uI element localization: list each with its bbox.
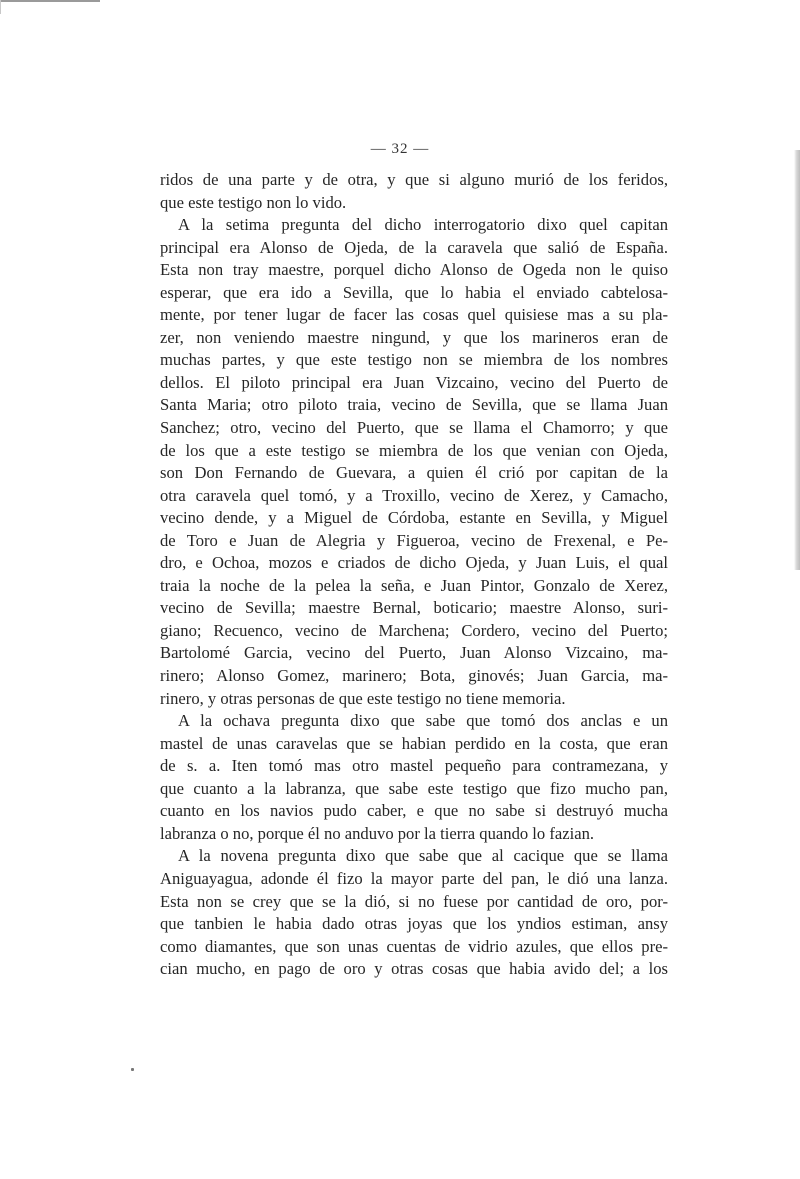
paragraph	[160, 845, 668, 980]
text-line: zer, non veniendo maestre ningund, y que los marineros eran de	[160, 327, 668, 347]
text-line: que este testigo non lo vido.	[160, 192, 347, 212]
text-line: Esta non se crey que se la dió, si no fuese por cantidad de oro, por-	[160, 891, 668, 911]
paragraph	[160, 169, 668, 214]
scan-edge-right	[794, 150, 800, 570]
body-text	[160, 169, 668, 981]
text-line: de los que a este testigo se miembra de los que venian con Ojeda,	[160, 440, 668, 460]
text-line: vecino de Sevilla; maestre Bernal, boticario; maestre Alonso, suri-	[160, 598, 668, 618]
text-line: de Toro e Juan de Alegria y Figueroa, vecino de Frexenal, e Pe-	[160, 530, 668, 550]
text-line: ridos de una parte y de otra, y que si alguno murió de los feridos,	[160, 170, 668, 189]
text-line: Santa Maria; otro piloto traia, vecino de Sevilla, que se llama Juan	[160, 395, 668, 415]
text-line: labranza o no, porque él no anduvo por la tierra quando lo fazian.	[160, 823, 595, 843]
text-line: Bartolomé Garcia, vecino del Puerto, Juan Alonso Vizcaino, ma-	[160, 643, 668, 663]
text-line: A la setima pregunta del dicho interrogatorio dixo quel capitan	[178, 215, 668, 235]
text-line: Esta non tray maestre, porquel dicho Alonso de Ogeda non le quiso	[160, 260, 668, 280]
text-line: dro, e Ochoa, mozos e criados de dicho Ojeda, y Juan Luis, el qual	[160, 553, 668, 573]
text-line: como diamantes, que son unas cuentas de vidrio azules, que ellos pre-	[160, 936, 668, 956]
text-line: Sanchez; otro, vecino del Puerto, que se llama el Chamorro; y que	[160, 418, 668, 438]
text-line: dellos. El piloto principal era Juan Vizcaino, vecino del Puerto de	[160, 372, 668, 392]
text-line: cian mucho, en pago de oro y otras cosas que habia avido del; a los	[160, 959, 668, 979]
text-line: muchas partes, y que este testigo non se miembra de los nombres	[160, 350, 668, 370]
text-line: rinero; Alonso Gomez, marinero; Bota, ginovés; Juan Garcia, ma-	[160, 666, 668, 686]
text-line: giano; Recuenco, vecino de Marchena; Cordero, vecino del Puerto;	[160, 620, 668, 640]
text-line: Aniguayagua, adonde él fizo la mayor parte del pan, le dió una lanza.	[160, 868, 668, 888]
paragraph	[160, 710, 668, 845]
text-line: vecino dende, y a Miguel de Córdoba, estante en Sevilla, y Miguel	[160, 508, 668, 528]
text-line: son Don Fernando de Guevara, a quien él crió por capitan de la	[160, 463, 668, 483]
text-line: mente, por tener lugar de facer las cosas quel quisiese mas a su pla-	[160, 305, 668, 325]
text-line: esperar, que era ido a Sevilla, que lo habia el enviado cabtelosa-	[160, 282, 668, 302]
text-line: mastel de unas caravelas que se habian perdido en la costa, que eran	[160, 733, 668, 753]
text-line: de s. a. Iten tomó mas otro mastel pequeño para contramezana, y	[160, 756, 668, 776]
text-line: rinero, y otras personas de que este testigo no tiene memoria.	[160, 688, 566, 708]
text-line: traia la noche de la pelea la seña, e Juan Pintor, Gonzalo de Xerez,	[160, 575, 668, 595]
page-number: — 32 —	[370, 141, 430, 157]
text-line: principal era Alonso de Ojeda, de la caravela que salió de España.	[160, 237, 668, 257]
text-line: que cuanto a la labranza, que sabe este testigo que fizo mucho pan,	[160, 778, 668, 798]
scan-edge-left	[0, 0, 1, 14]
paragraph	[160, 214, 668, 710]
scan-edge-top	[0, 0, 100, 2]
text-line: que tanbien le habia dado otras joyas que los yndios estiman, ansy	[160, 914, 668, 934]
text-line: cuanto en los navios pudo caber, e que no sabe si destruyó mucha	[160, 801, 668, 821]
text-line: otra caravela quel tomó, y a Troxillo, vecino de Xerez, y Camacho,	[160, 485, 668, 505]
text-line: A la ochava pregunta dixo que sabe que tomó dos anclas e un	[178, 711, 668, 731]
text-line: A la novena pregunta dixo que sabe que al cacique que se llama	[178, 846, 668, 866]
scan-speck	[131, 1068, 134, 1071]
